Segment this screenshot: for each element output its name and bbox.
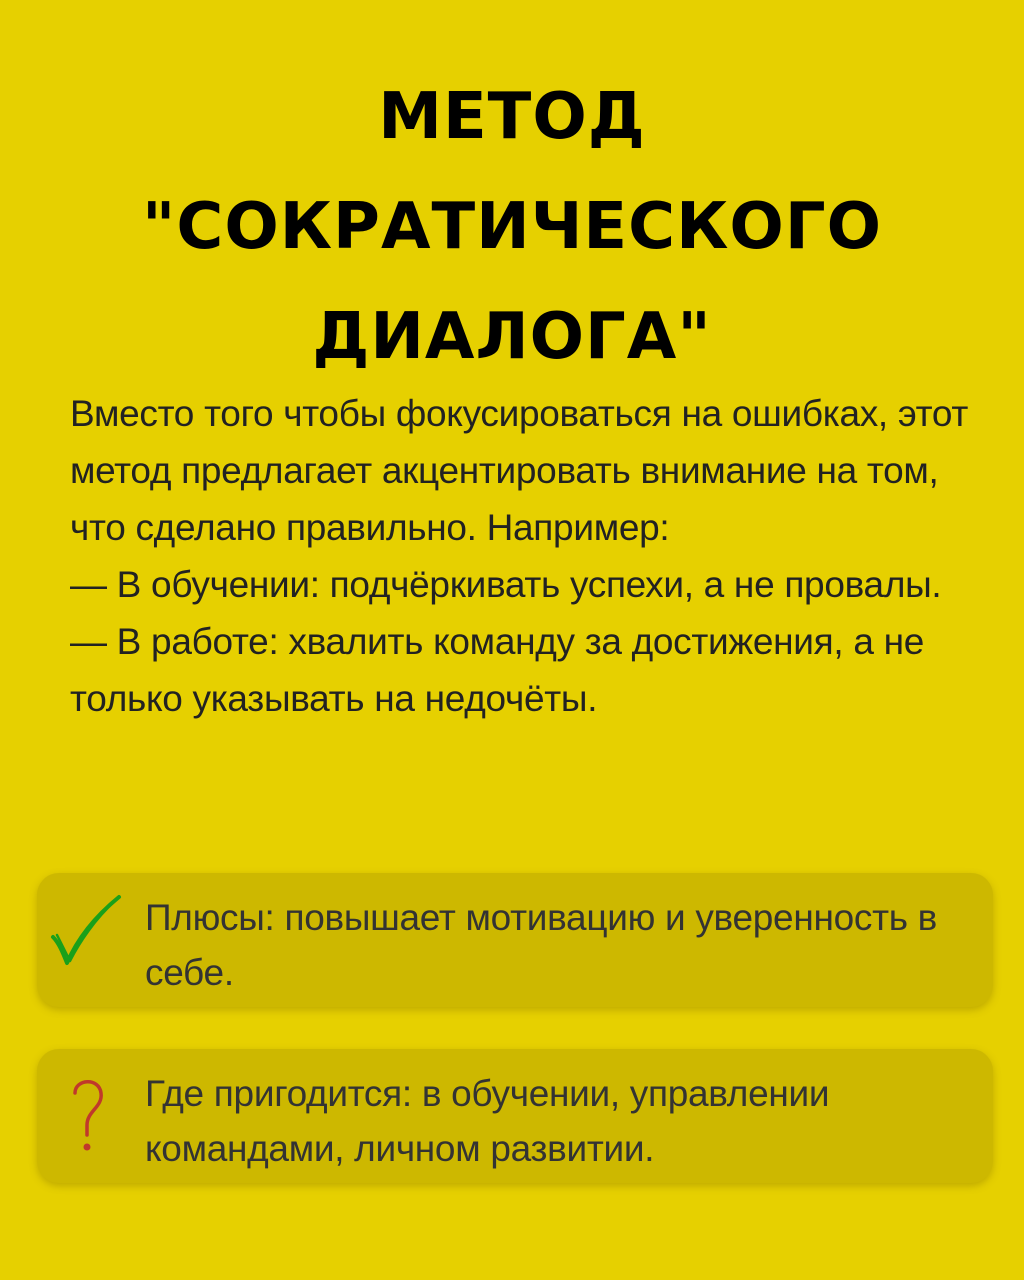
where-useful-card bbox=[37, 1049, 993, 1183]
intro-paragraph: Вместо того чтобы фокусироваться на ошибках, этот метод предлагает акцентировать внимание на том, что сделано правильно. Например: bbox=[70, 393, 968, 548]
where-useful-text: Где пригодится: в обучении, управлении командами, личном развитии. bbox=[145, 1073, 830, 1169]
example-work: — В работе: хвалить команду за достижения, а не только указывать на недочёты. bbox=[70, 621, 924, 719]
example-education: — В обучении: подчёркивать успехи, а не провалы. bbox=[70, 564, 942, 605]
title-line-2: "СОКРАТИЧЕСКОГО bbox=[142, 190, 882, 264]
pros-text: Плюсы: повышает мотивацию и уверенность в себе. bbox=[145, 897, 938, 993]
question-mark-icon bbox=[47, 1067, 127, 1167]
checkmark-icon bbox=[47, 891, 127, 991]
title-line-3: ДИАЛОГА" bbox=[312, 300, 712, 374]
pros-card bbox=[37, 873, 993, 1007]
page-title bbox=[0, 62, 1024, 392]
intro-text bbox=[70, 385, 970, 727]
title-line-1: МЕТОД bbox=[378, 80, 646, 154]
